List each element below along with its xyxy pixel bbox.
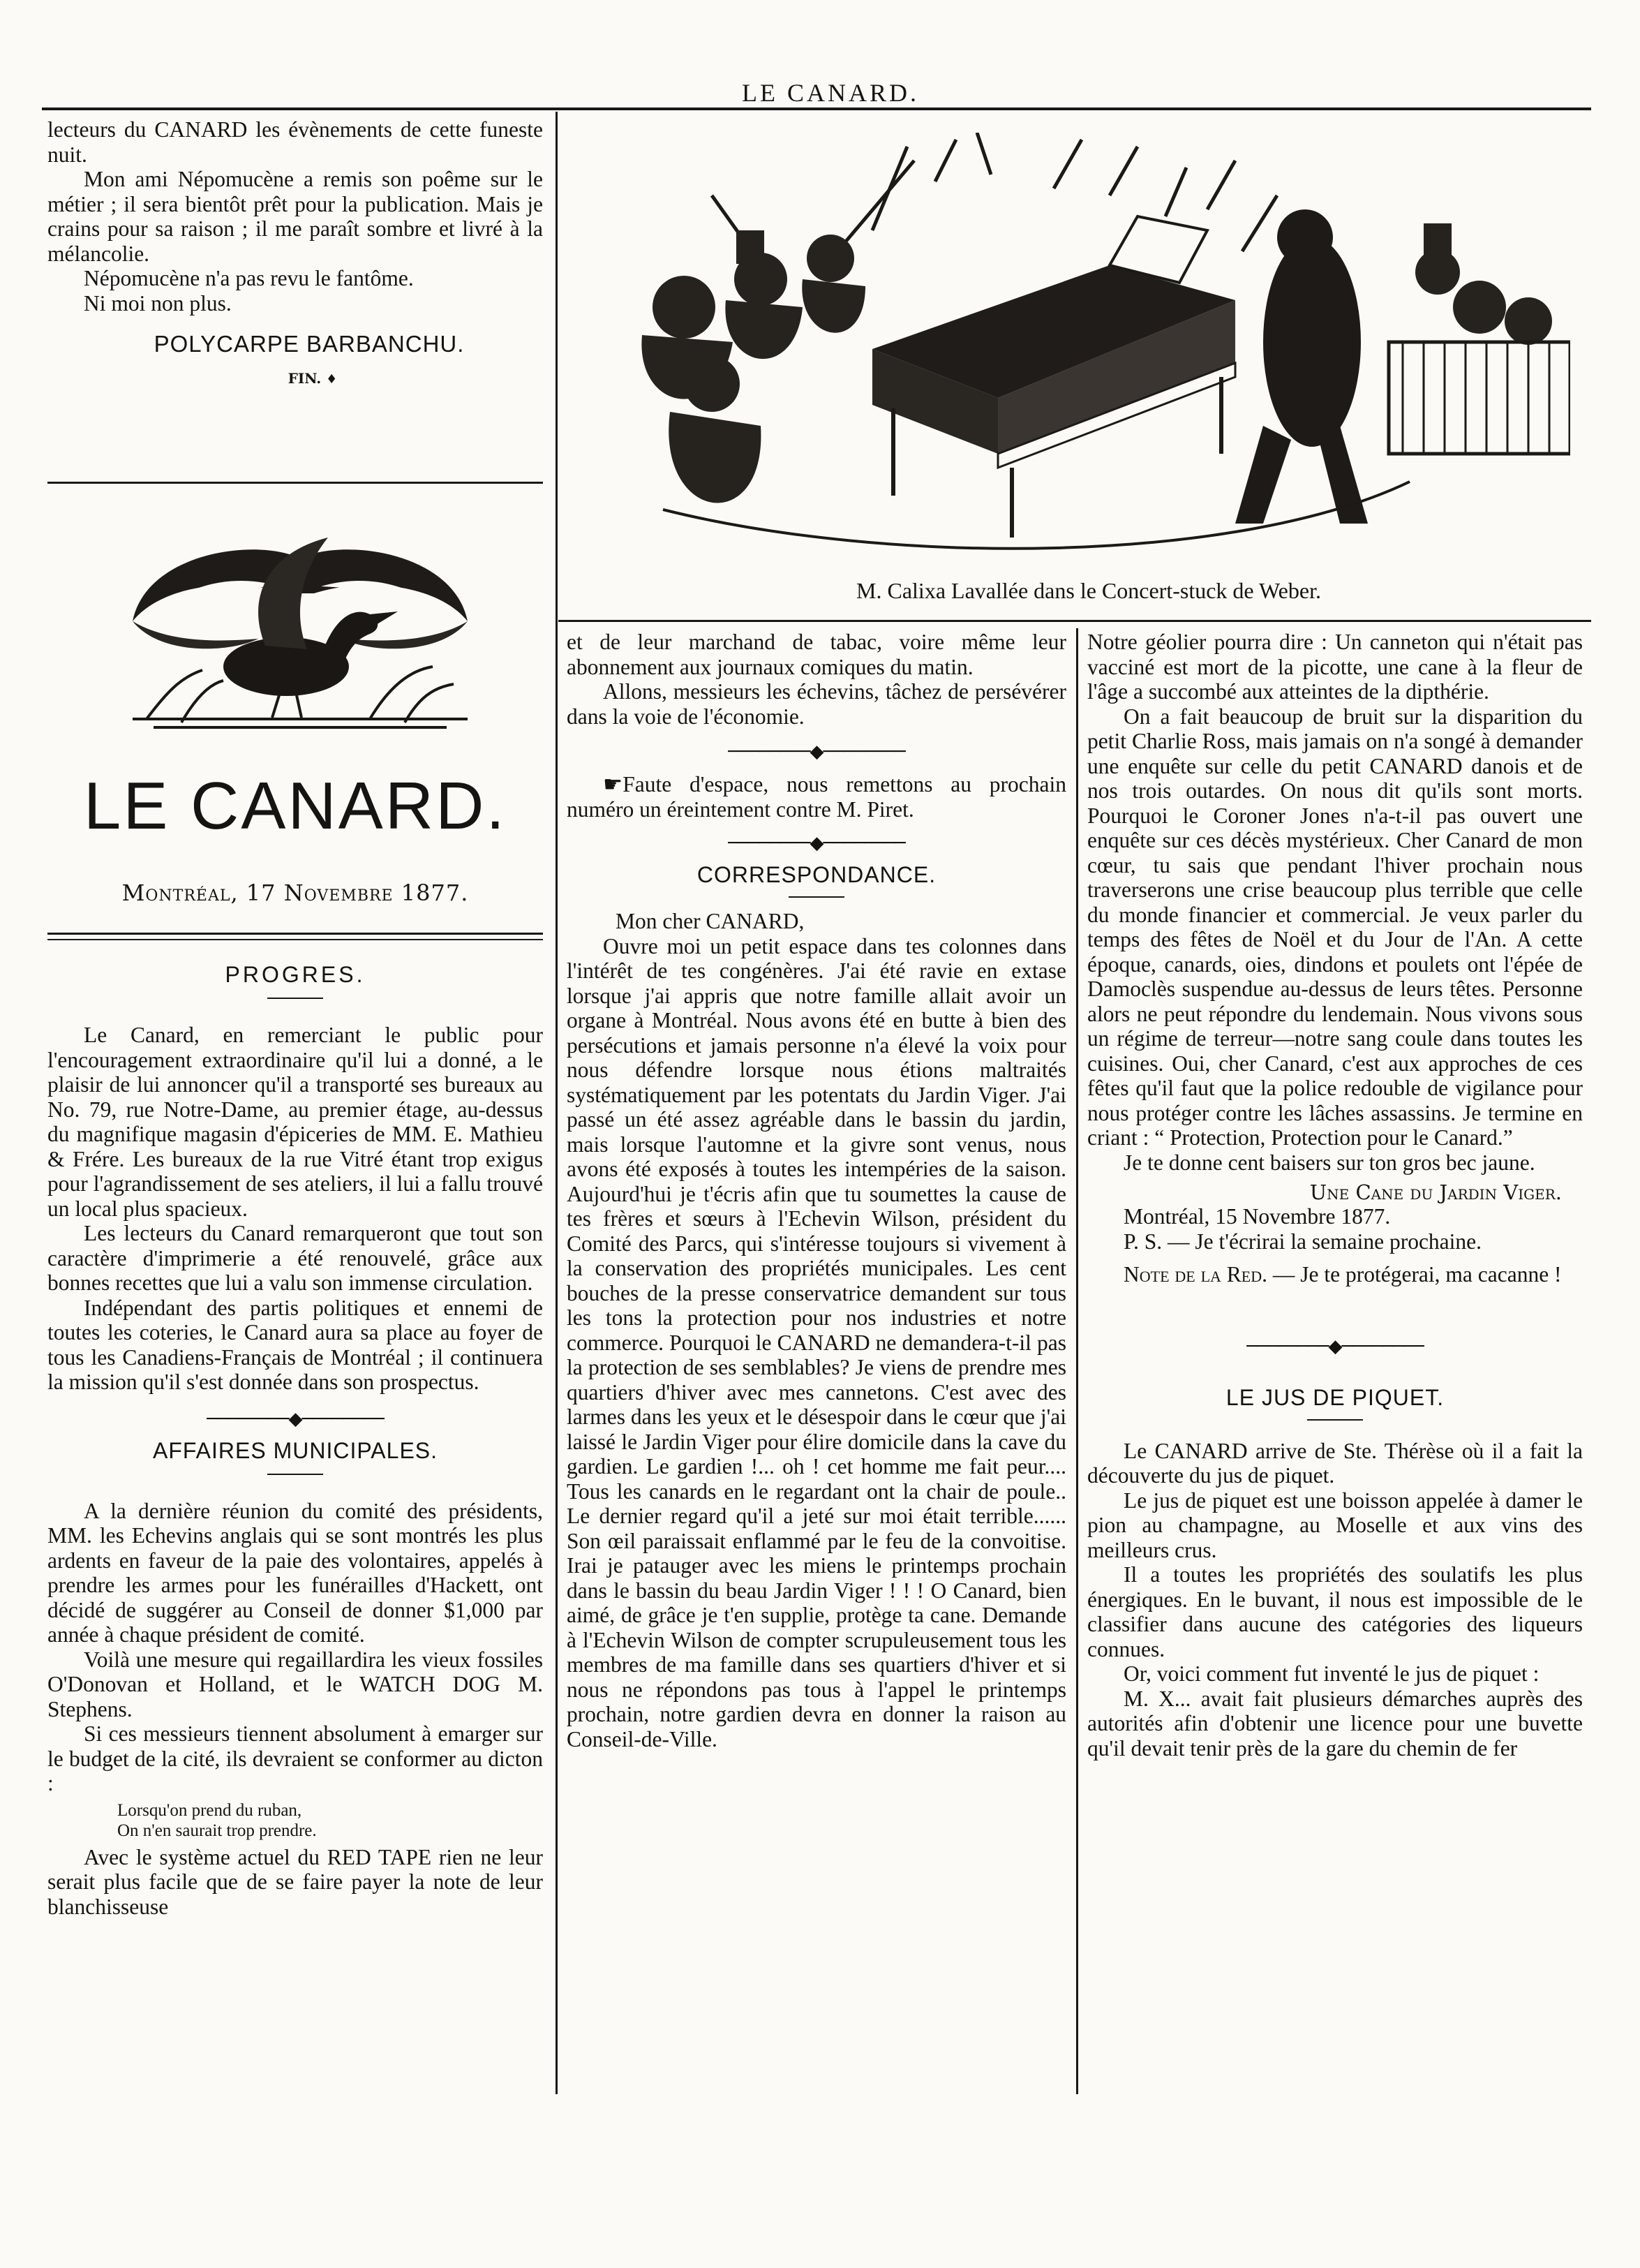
paragraph: Le Canard, en remerciant le public pour l'encouragement extraordinaire qu'il lui a donné, a le plaisir de lui annoncer qu'il a transporté ses bureaux au No. 79, rue Notre-Dame, au premier étage, au-dessus du magnifique magasin d'épiceries de MM. E. Mathieu & Frére. Les bureaux de la rue Vitré étant trop exigus pour l'agrandissement de ses ateliers, il lui a fallu trouvé un local plus spacieux. — [47, 1023, 543, 1221]
heading-underline — [267, 1474, 323, 1475]
continued-paragraph: Notre géolier pourra dire : Un canneton qui n'était pas vacciné est mort de la picotte, une cane à la fleur de l'âge a succombé aux atteintes de la dipthérie. — [1087, 630, 1583, 704]
masthead-title: LE CANARD. — [83, 769, 507, 843]
heading-underline — [789, 896, 844, 898]
masthead-rule-top — [47, 933, 543, 935]
column-2 — [567, 630, 1066, 1751]
paragraph: On a fait beaucoup de bruit sur la disparition du petit Charlie Ross, mais jamais on n'a songé à demander une enquête sur celle du petit CANARD danois et de nos trois outardes. On nous dit qu'ils sont morts. Pourquoi le Coroner Jones n'a-t-il pas ouvert une enquête sur ces décès mystérieux. Cher Canard de mon cœur, tu sais que pendant l'hiver prochain nous traverserons une crise beaucoup plus terrible que celle du monde financier et commercial. Je veux parler du temps des fêtes de Noël et du Jour de l'An. A cette époque, canards, oies, dindons et poulets ont l'épée de Damoclès suspendue au-dessus de leurs têtes. Personne alors ne peut répondre du lendemain. Nous vivons sous un régime de terreur—notre sang coule dans toutes les cuisines. Oui, cher Canard, c'est aux approches de ces fêtes qu'il faut que la police redouble de vigilance pour nous protéger contre les lâches assassins. Je termine en criant : “ Protection, Protection pour le Canard.” — [1087, 704, 1583, 1150]
running-head: LE CANARD. — [742, 79, 919, 107]
editor-note — [1087, 1262, 1583, 1287]
progres-heading: PROGRES. — [225, 962, 366, 987]
continued-paragraph: et de leur marchand de tabac, voire même leur abonnement aux journaux comiques du matin. — [567, 630, 1066, 679]
illustration-caption: M. Calixa Lavallée dans le Concert-stuck de Weber. — [856, 578, 1321, 603]
verse-line: On n'en saurait trop prendre. — [117, 1821, 317, 1840]
paragraph: Je te donne cent baisers sur ton gros bec jaune. — [1124, 1150, 1535, 1175]
caption-rule — [558, 620, 1591, 622]
paragraph: Indépendant des partis politiques et ennemi de toutes les coteries, le Canard aura sa place au foyer de tous les Canadiens-Français de Montréal ; il continuera la mission qu'il s'est donnée dans son prospectus. — [47, 1295, 543, 1394]
section-rule — [47, 482, 543, 484]
ornamental-rule: ────────◆──────── — [728, 741, 905, 762]
paragraph: Si ces messieurs tiennent absolument à emarger sur le budget de la cité, ils devraient se conformer au dicton : — [47, 1721, 543, 1795]
leaf-icon: ♦ — [326, 372, 338, 387]
paragraph: A la dernière réunion du comité des présidents, MM. les Echevins anglais qui se sont montrés les plus ardents en faveur de la paie des volontaires, appelés à prendre les armes pour les funérailles d'Hackett, ont décidé de suggérer au Conseil de donner $1,000 par année à chaque président de comité. — [47, 1498, 543, 1647]
paragraph: Le jus de piquet est une boisson appelée à damer le pion au champagne, au Moselle et aux vins des meilleurs crus. — [1087, 1488, 1583, 1562]
top-rule — [42, 108, 1591, 110]
notice-paragraph: ☛Faute d'espace, nous remettons au prochain numéro un éreintement contre M. Piret. — [567, 772, 1066, 822]
postscript: P. S. — Je t'écrirai la semaine prochaine. — [1124, 1229, 1482, 1254]
heading-underline — [267, 998, 323, 999]
fin-mark — [47, 370, 543, 387]
paragraph: Le CANARD arrive de Ste. Thérèse où il a fait la découverte du jus de piquet. — [1087, 1438, 1583, 1488]
salutation: Mon cher CANARD, — [616, 909, 805, 933]
editor-note-label: Note de la Red. — [1124, 1262, 1268, 1287]
paragraph: Or, voici comment fut inventé le jus de piquet : — [1124, 1661, 1540, 1686]
column-1 — [47, 117, 543, 387]
paragraph: Mon ami Népomucène a remis son poême sur le métier ; il sera bientôt prêt pour la publication. Mais je crains pour sa raison ; il me paraît sombre et livré à la mélancolie. — [47, 167, 543, 266]
ornamental-rule: ────────◆──────── — [1246, 1335, 1424, 1357]
paragraph: Voilà une mesure qui regaillardira les vieux fossiles O'Donovan et Holland, et le WATCH DOG M. Stephens. — [47, 1647, 543, 1721]
paragraph: Népomucène n'a pas revu le fantôme. — [84, 266, 414, 290]
paragraph: M. X... avait fait plusieurs démarches auprès des autorités afin d'obtenir une licence pour une buvette qu'il devait tenir près de la gare du chemin de fer — [1087, 1686, 1583, 1761]
author-signature: POLYCARPE BARBANCHU. — [154, 331, 465, 357]
paragraph: Ni moi non plus. — [84, 290, 232, 316]
fin-label: FIN. — [288, 370, 322, 387]
continued-paragraph: lecteurs du CANARD les évènements de cette funeste nuit. — [47, 117, 543, 167]
paragraph: Allons, messieurs les échevins, tâchez de persévérer dans la voie de l'économie. — [567, 679, 1066, 729]
letter-dateline: Montréal, 15 Novembre 1877. — [1124, 1204, 1391, 1229]
paragraph: Il a toutes les propriétés des soulatifs les plus énergiques. En le buvant, il nous est impossible de le classifier dans aucune des catégories des liqueurs connues. — [1087, 1562, 1583, 1661]
concert-illustration — [607, 133, 1570, 572]
column-3 — [1087, 630, 1583, 1761]
column-1-articles — [47, 962, 543, 1919]
masthead-rule-bottom — [47, 939, 543, 940]
column-divider-2 — [1076, 628, 1078, 2094]
editor-note-text: — Je te protégerai, ma cacanne ! — [1267, 1262, 1562, 1287]
duck-icon — [105, 510, 495, 733]
paragraph: Ouvre moi un petit espace dans tes colonnes dans l'intérêt de tes congénères. J'ai été ravie en extase lorsque j'ai appris que notre famille allait avoir un organe à Montréal. Nous avons été en butte à bien des persécutions et jamais personne n'a élevé la voix pour nous défendre lorsque nous étions maltraités systématiquement par les potentats du Jardin Viger. J'ai passé un été assez agréable dans le bassin du jardin, mais lorsque l'automne et la givre sont venus, nous avons été exposés à toutes les intempéries de la saison. Aujourd'hui je t'écris afin que tu soumettes la cause de tes frères et sœurs à l'Echevin Wilson, président du Comité des Parcs, qui s'intéresse toujours si vivement à la conservation des propriétés municipales. Les cent bouches de la presse conservatrice demandent sur tous les tons la protection pour nos industries et notre commerce. Pourquoi le CANARD ne demandera-t-il pas la protection de ses semblables? Je viens de prendre mes quartiers d'hiver avec mes cannetons. C'est avec des larmes dans les yeux et le désespoir dans le cœur que j'ai laissé le Jardin Viger pour élire domicile dans la cave du gardien. Le gardien !... oh ! cet homme me fait peur.... Tous les canards en le regardant ont la chair de poule.. Le dernier regard qu'il a jeté sur moi était terrible...... Son œil paraissait enflammé par le feu de la convoitise. Irai je patauger avec les miens le printemps prochain dans le bassin du beau Jardin Viger ! ! ! O Canard, bien aimé, de grâce je t'en supplie, protège ta cane. Demande à l'Echevin Wilson de compter scrupuleusement tous les membres de ma famille dans ses quartiers d'hiver et si nous ne répondons pas tous à l'appel le printemps prochain, notre gardien devra en donner la raison au Conseil-de-Ville. — [567, 933, 1066, 1751]
letter-signature: Une Cane du Jardin Viger. — [1309, 1180, 1562, 1204]
verse-line: Lorsqu'on prend du ruban, — [117, 1800, 302, 1820]
masthead-dateline: Montréal, 17 Novembre 1877. — [121, 880, 469, 906]
paragraph: Les lecteurs du Canard remarqueront que tout son caractère d'imprimerie a été renouvelé, grâce aux bonnes recettes que lui a valu son immense circulation. — [47, 1221, 543, 1295]
correspondance-heading: CORRESPONDANCE. — [696, 862, 937, 887]
paragraph: Avec le système actuel du RED TAPE rien ne leur serait plus facile que de se faire payer la note de leur blanchisseuse — [47, 1844, 543, 1919]
column-divider-1 — [556, 112, 558, 2094]
jus-de-piquet-heading: LE JUS DE PIQUET. — [1225, 1384, 1445, 1410]
affaires-heading: AFFAIRES MUNICIPALES. — [152, 1437, 438, 1463]
heading-underline — [1307, 1419, 1363, 1421]
ornamental-rule: ────────◆──────── — [207, 1408, 384, 1430]
piano-concert-icon — [607, 133, 1570, 572]
masthead-duck-vignette — [105, 510, 495, 733]
ornamental-rule: ────────◆──────── — [728, 833, 905, 854]
